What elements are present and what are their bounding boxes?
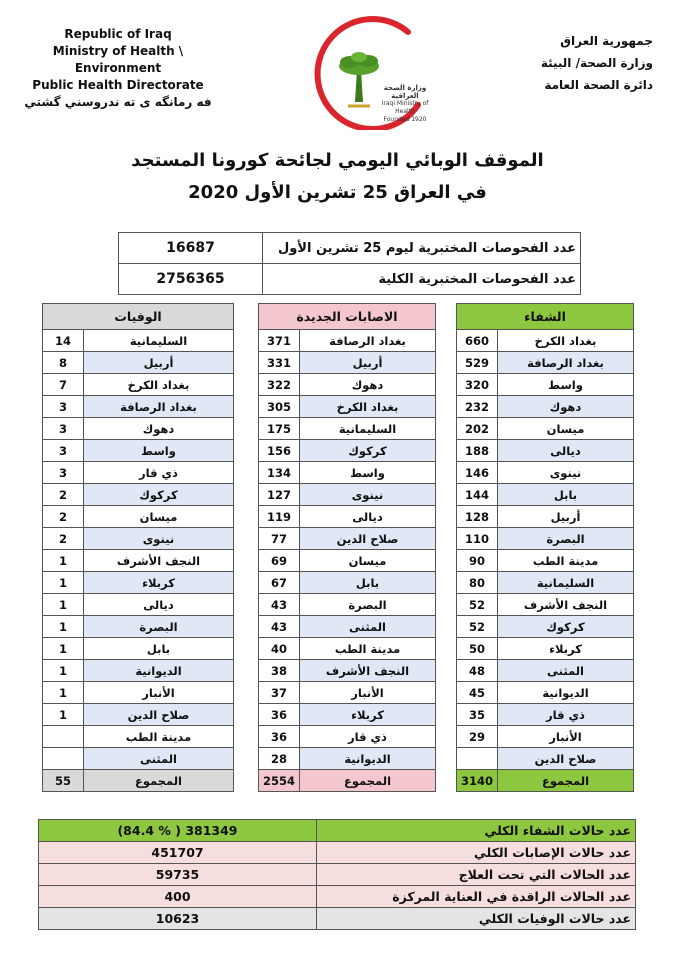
cases-count: 28 (259, 748, 300, 770)
table-row (43, 352, 234, 374)
cases-province: السليمانية (300, 418, 436, 440)
summary-row (39, 908, 636, 930)
recovery-province: صلاح الدين (498, 748, 634, 770)
deaths-count: 3 (43, 440, 84, 462)
table-row (43, 440, 234, 462)
table-row (259, 550, 436, 572)
recovery-count: 660 (457, 330, 498, 352)
table-row (259, 660, 436, 682)
table-row (259, 506, 436, 528)
cases-province: ذي قار (300, 726, 436, 748)
recovery-count (457, 748, 498, 770)
table-row (43, 638, 234, 660)
table-row (457, 484, 634, 506)
cases-province: بغداد الرصافة (300, 330, 436, 352)
table-row (457, 726, 634, 748)
deaths-count: 2 (43, 528, 84, 550)
cases-count: 331 (259, 352, 300, 374)
cases-province: واسط (300, 462, 436, 484)
table-row (259, 726, 436, 748)
table-row (43, 704, 234, 726)
table-row (457, 550, 634, 572)
header-ar-line: جمهورية العراق (560, 34, 653, 48)
table-row (457, 704, 634, 726)
cases-province: بغداد الكرخ (300, 396, 436, 418)
cases-province: النجف الأشرف (300, 660, 436, 682)
table-row (259, 330, 436, 352)
table-row (43, 462, 234, 484)
table-row (457, 330, 634, 352)
cases-count: 127 (259, 484, 300, 506)
summary-label: عدد حالات الشفاء الكلي (317, 820, 636, 842)
cases-province: البصرة (300, 594, 436, 616)
deaths-province: بغداد الرصافة (84, 396, 234, 418)
deaths-count: 2 (43, 484, 84, 506)
cases-count: 38 (259, 660, 300, 682)
recovery-province: أربيل (498, 506, 634, 528)
cases-province: كربلاء (300, 704, 436, 726)
table-row (259, 528, 436, 550)
cases-count: 69 (259, 550, 300, 572)
tests-table (118, 232, 581, 295)
header-ar-line: دائرة الصحة العامة (544, 78, 653, 92)
cases-province: بابل (300, 572, 436, 594)
table-row (457, 440, 634, 462)
table-row (457, 682, 634, 704)
deaths-total-label: المجموع (84, 770, 234, 792)
table-row (259, 440, 436, 462)
recovery-province: بغداد الكرخ (498, 330, 634, 352)
recovery-total-label: المجموع (498, 770, 634, 792)
total-tests-label: عدد الفحوصات المختبرية الكلية (263, 264, 581, 295)
table-row (457, 748, 634, 770)
header-english (8, 26, 228, 111)
table-row (457, 528, 634, 550)
table-row (457, 506, 634, 528)
deaths-province: أربيل (84, 352, 234, 374)
table-row (259, 396, 436, 418)
deaths-count: 2 (43, 506, 84, 528)
header-en-line: فه رمانگه ى ته ندروسني گشتي (24, 95, 212, 109)
cases-province: مدينة الطب (300, 638, 436, 660)
cases-province: ديالى (300, 506, 436, 528)
recovery-count: 232 (457, 396, 498, 418)
cases-total-value: 2554 (259, 770, 300, 792)
cases-count: 37 (259, 682, 300, 704)
header-arabic (483, 30, 653, 96)
cases-province: ميسان (300, 550, 436, 572)
report-subtitle: في العراق 25 تشرين الأول 2020 (188, 182, 487, 203)
table-row (259, 638, 436, 660)
recovery-count: 35 (457, 704, 498, 726)
table-row (43, 572, 234, 594)
summary-row (39, 886, 636, 908)
deaths-count (43, 726, 84, 748)
cases-count: 43 (259, 616, 300, 638)
recovery-province: كربلاء (498, 638, 634, 660)
deaths-count: 3 (43, 462, 84, 484)
table-row (43, 682, 234, 704)
cases-province: الأنبار (300, 682, 436, 704)
cases-header-row (259, 304, 436, 330)
recovery-total-row (457, 770, 634, 792)
cases-province: الديوانية (300, 748, 436, 770)
recovery-province: الأنبار (498, 726, 634, 748)
daily-tests-value: 16687 (119, 233, 263, 264)
cases-count: 156 (259, 440, 300, 462)
cases-province: أربيل (300, 352, 436, 374)
deaths-title: الوفيات (43, 304, 234, 330)
cases-province: دهوك (300, 374, 436, 396)
recovery-header-row (457, 304, 634, 330)
summary-row (39, 864, 636, 886)
deaths-header-row (43, 304, 234, 330)
recovery-province: المثنى (498, 660, 634, 682)
table-row (259, 682, 436, 704)
deaths-province: بغداد الكرخ (84, 374, 234, 396)
cases-count: 43 (259, 594, 300, 616)
table-row (259, 616, 436, 638)
deaths-province: ذي قار (84, 462, 234, 484)
deaths-count: 1 (43, 660, 84, 682)
header-en-line: Republic of Iraq (64, 27, 172, 41)
recovery-count: 80 (457, 572, 498, 594)
summary-row (39, 820, 636, 842)
cases-count: 36 (259, 704, 300, 726)
tests-row (119, 264, 581, 295)
deaths-count: 1 (43, 594, 84, 616)
table-row (259, 594, 436, 616)
deaths-total-row (43, 770, 234, 792)
deaths-province: كربلاء (84, 572, 234, 594)
recovery-province: بغداد الرصافة (498, 352, 634, 374)
summary-value: 400 (39, 886, 317, 908)
table-row (457, 418, 634, 440)
cases-count: 40 (259, 638, 300, 660)
deaths-province: ميسان (84, 506, 234, 528)
recovery-count: 110 (457, 528, 498, 550)
cases-province: صلاح الدين (300, 528, 436, 550)
table-row (259, 704, 436, 726)
recovery-province: واسط (498, 374, 634, 396)
summary-label: عدد حالات الإصابات الكلي (317, 842, 636, 864)
recovery-count: 188 (457, 440, 498, 462)
deaths-count: 1 (43, 682, 84, 704)
deaths-count: 1 (43, 704, 84, 726)
deaths-table (42, 303, 234, 792)
report-title: الموقف الوبائي اليومي لجائحة كورونا المستجد (131, 150, 544, 171)
recovery-title: الشفاء (457, 304, 634, 330)
recovery-province: النجف الأشرف (498, 594, 634, 616)
summary-row (39, 842, 636, 864)
deaths-province: البصرة (84, 616, 234, 638)
summary-value: 451707 (39, 842, 317, 864)
total-tests-value: 2756365 (119, 264, 263, 295)
recovery-count: 529 (457, 352, 498, 374)
deaths-province: الديوانية (84, 660, 234, 682)
table-row (43, 616, 234, 638)
recovery-province: الديوانية (498, 682, 634, 704)
table-row (43, 484, 234, 506)
recovery-count: 48 (457, 660, 498, 682)
cases-count: 119 (259, 506, 300, 528)
table-row (457, 616, 634, 638)
table-row (259, 484, 436, 506)
cases-count: 134 (259, 462, 300, 484)
summary-value: 59735 (39, 864, 317, 886)
recovery-count: 52 (457, 616, 498, 638)
cases-count: 67 (259, 572, 300, 594)
deaths-count: 14 (43, 330, 84, 352)
table-row (43, 418, 234, 440)
deaths-province: صلاح الدين (84, 704, 234, 726)
deaths-province: واسط (84, 440, 234, 462)
tests-row (119, 233, 581, 264)
cases-count: 322 (259, 374, 300, 396)
recovery-count: 144 (457, 484, 498, 506)
table-row (259, 352, 436, 374)
deaths-count: 1 (43, 550, 84, 572)
recovery-count: 146 (457, 462, 498, 484)
logo-text: وزارة الصحة العراقية (383, 84, 427, 100)
recovery-province: البصرة (498, 528, 634, 550)
cases-count: 77 (259, 528, 300, 550)
header-ar-line: وزارة الصحة/ البيئة (540, 56, 653, 70)
recovery-count: 128 (457, 506, 498, 528)
ministry-logo (300, 10, 440, 130)
table-row (43, 528, 234, 550)
deaths-province: مدينة الطب (84, 726, 234, 748)
header-en-line: Public Health Directorate (32, 78, 204, 92)
deaths-count (43, 748, 84, 770)
deaths-province: المثنى (84, 748, 234, 770)
deaths-province: ديالى (84, 594, 234, 616)
recovery-province: نينوى (498, 462, 634, 484)
cases-title: الاصابات الجديدة (259, 304, 436, 330)
deaths-count: 7 (43, 374, 84, 396)
summary-value: (84.4 % ) 381349 (39, 820, 317, 842)
table-row (43, 396, 234, 418)
deaths-count: 3 (43, 418, 84, 440)
table-row (457, 660, 634, 682)
recovery-table (456, 303, 634, 792)
table-row (43, 550, 234, 572)
table-row (43, 726, 234, 748)
table-row (457, 352, 634, 374)
recovery-province: السليمانية (498, 572, 634, 594)
table-row (259, 748, 436, 770)
table-row (43, 748, 234, 770)
recovery-province: بابل (498, 484, 634, 506)
table-row (457, 396, 634, 418)
table-row (259, 572, 436, 594)
cases-total-row (259, 770, 436, 792)
daily-tests-label: عدد الفحوصات المختبرية ليوم 25 تشرين الأول (263, 233, 581, 264)
recovery-province: ميسان (498, 418, 634, 440)
logo-text: Founded 1920 (383, 116, 427, 123)
summary-label: عدد الحالات التي تحت العلاج (317, 864, 636, 886)
cases-count: 36 (259, 726, 300, 748)
deaths-count: 3 (43, 396, 84, 418)
recovery-count: 50 (457, 638, 498, 660)
cases-total-label: المجموع (300, 770, 436, 792)
summary-label: عدد الحالات الراقدة في العناية المركزة (317, 886, 636, 908)
recovery-count: 90 (457, 550, 498, 572)
recovery-count: 202 (457, 418, 498, 440)
deaths-province: السليمانية (84, 330, 234, 352)
new-cases-table (258, 303, 436, 792)
table-row (259, 418, 436, 440)
table-row (457, 572, 634, 594)
logo-text: Iraqi Ministry of Health (381, 100, 429, 115)
summary-value: 10623 (39, 908, 317, 930)
recovery-province: دهوك (498, 396, 634, 418)
deaths-total-value: 55 (43, 770, 84, 792)
summary-table (38, 819, 636, 930)
recovery-province: ديالى (498, 440, 634, 462)
deaths-count: 8 (43, 352, 84, 374)
table-row (43, 660, 234, 682)
table-row (43, 330, 234, 352)
deaths-province: كركوك (84, 484, 234, 506)
cases-province: نينوى (300, 484, 436, 506)
table-row (43, 374, 234, 396)
recovery-count: 29 (457, 726, 498, 748)
deaths-province: بابل (84, 638, 234, 660)
deaths-province: دهوك (84, 418, 234, 440)
table-row (457, 594, 634, 616)
deaths-province: نينوى (84, 528, 234, 550)
cases-province: المثنى (300, 616, 436, 638)
recovery-province: ذي قار (498, 704, 634, 726)
deaths-count: 1 (43, 616, 84, 638)
table-row (457, 638, 634, 660)
table-row (457, 374, 634, 396)
table-row (259, 462, 436, 484)
table-row (259, 374, 436, 396)
deaths-province: الأنبار (84, 682, 234, 704)
deaths-count: 1 (43, 638, 84, 660)
recovery-province: كركوك (498, 616, 634, 638)
cases-count: 175 (259, 418, 300, 440)
recovery-total-value: 3140 (457, 770, 498, 792)
recovery-count: 45 (457, 682, 498, 704)
table-row (457, 462, 634, 484)
cases-count: 371 (259, 330, 300, 352)
summary-label: عدد حالات الوفيات الكلي (317, 908, 636, 930)
cases-province: كركوك (300, 440, 436, 462)
table-row (43, 506, 234, 528)
header-en-line: Ministry of Health \ Environment (52, 44, 184, 75)
table-row (43, 594, 234, 616)
recovery-province: مدينة الطب (498, 550, 634, 572)
deaths-province: النجف الأشرف (84, 550, 234, 572)
deaths-count: 1 (43, 572, 84, 594)
recovery-count: 320 (457, 374, 498, 396)
cases-count: 305 (259, 396, 300, 418)
recovery-count: 52 (457, 594, 498, 616)
